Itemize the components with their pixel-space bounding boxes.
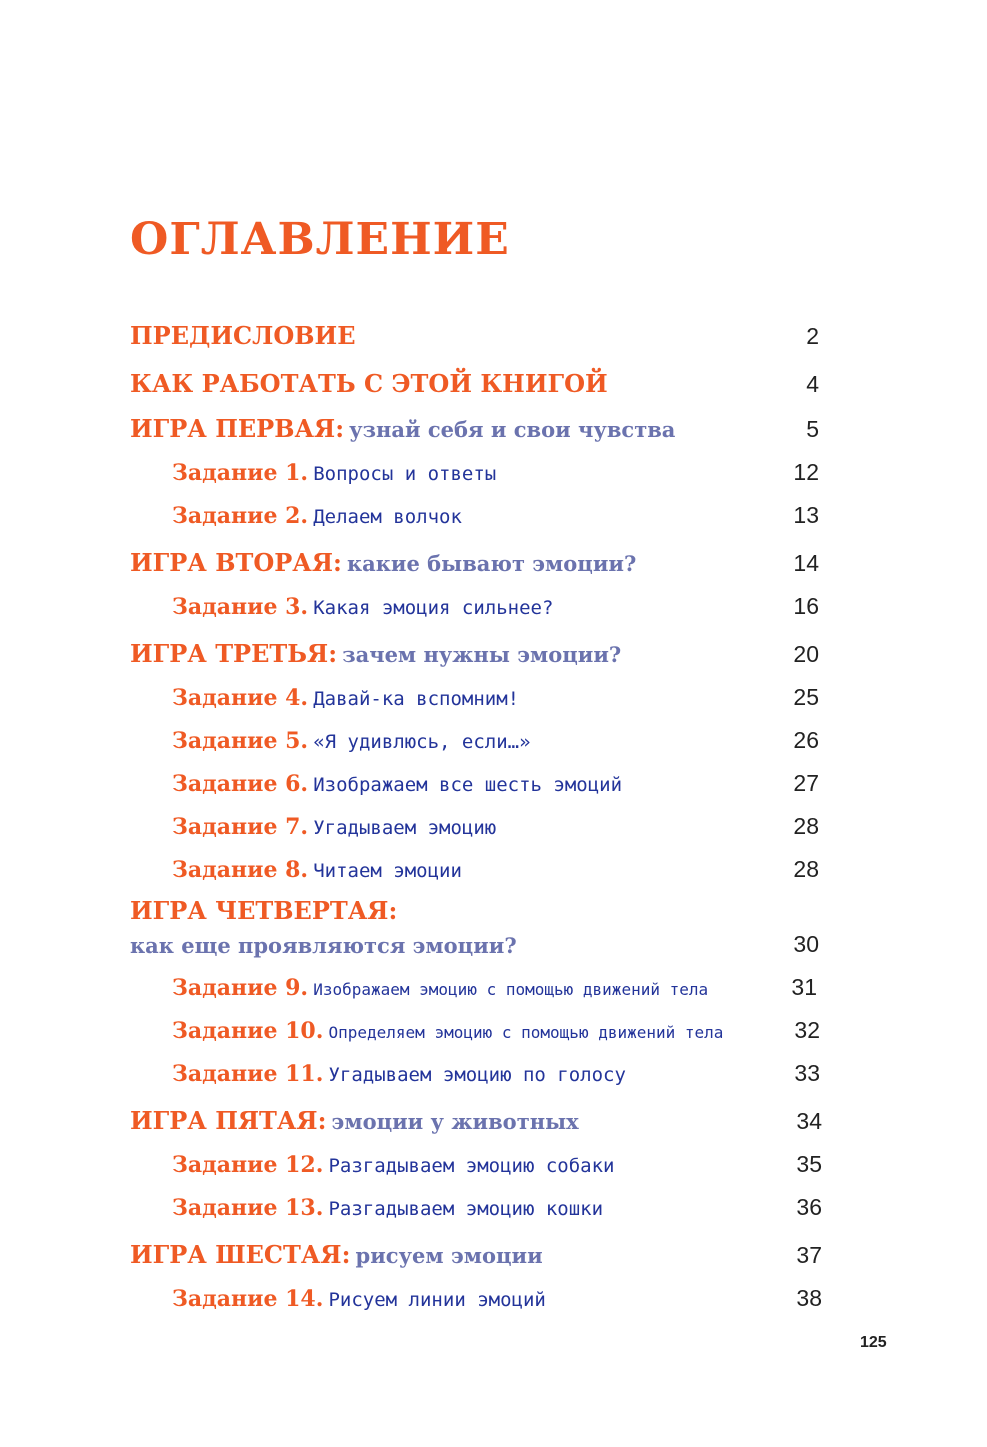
task-description: Угадываем эмоцию по голосу [328, 1064, 626, 1086]
toc-entry-game-4[interactable] [0, 926, 987, 958]
toc-entry-game-5[interactable] [0, 1103, 987, 1135]
page-number: 13 [793, 502, 819, 528]
toc-entry-task-3[interactable] [0, 588, 987, 620]
game-subtitle: эмоции у животных [331, 1109, 579, 1134]
page-number: 33 [794, 1060, 820, 1086]
task-description: Разгадываем эмоцию кошки [328, 1198, 604, 1220]
game-title: ИГРА ВТОРАЯ: [130, 548, 342, 577]
toc-entry-task-14[interactable] [0, 1280, 987, 1312]
toc-entry-task-1[interactable] [0, 454, 987, 486]
page-number: 32 [794, 1017, 820, 1043]
toc-entry-game-1[interactable] [0, 411, 987, 443]
page-number: 26 [793, 727, 819, 753]
toc-entry-task-5[interactable] [0, 722, 987, 754]
toc-entry-game-2[interactable] [0, 545, 987, 577]
toc-entry-task-11[interactable] [0, 1055, 987, 1087]
entry-title: ПРЕДИСЛОВИЕ [130, 321, 356, 350]
task-description: Читаем эмоции [313, 860, 462, 882]
game-subtitle: узнай себя и свои чувства [349, 417, 676, 442]
game-subtitle: какие бывают эмоции? [346, 551, 637, 576]
game-subtitle: рисуем эмоции [355, 1243, 543, 1268]
task-description: Рисуем линии эмоций [328, 1289, 546, 1311]
task-number: Задание 4. [172, 685, 309, 711]
page-number: 12 [793, 459, 819, 485]
game-title: ИГРА ПЕРВАЯ: [130, 414, 345, 443]
page-number: 27 [793, 770, 819, 796]
task-description: Давай-ка вспомним! [313, 688, 520, 710]
toc-entry-task-6[interactable] [0, 765, 987, 797]
page-number: 28 [793, 856, 819, 882]
game-subtitle: как еще проявляются эмоции? [130, 933, 517, 958]
task-number: Задание 12. [172, 1152, 324, 1178]
task-number: Задание 10. [172, 1018, 324, 1044]
toc-entry-game-3[interactable] [0, 636, 987, 668]
task-description: Разгадываем эмоцию собаки [328, 1155, 615, 1177]
page-number: 25 [793, 684, 819, 710]
page-number: 38 [796, 1285, 822, 1311]
task-number: Задание 11. [172, 1061, 324, 1087]
page-number: 30 [793, 931, 819, 957]
task-number: Задание 6. [172, 771, 309, 797]
game-title: ИГРА ТРЕТЬЯ: [130, 639, 338, 668]
toc-entry-task-4[interactable] [0, 679, 987, 711]
toc-entry-task-8[interactable] [0, 851, 987, 883]
task-number: Задание 8. [172, 857, 309, 883]
game-title: ИГРА ШЕСТАЯ: [130, 1240, 351, 1269]
task-description: Изображаем все шесть эмоций [313, 774, 623, 796]
page-number: 35 [796, 1151, 822, 1177]
toc-entry-game-4-title[interactable] [0, 893, 987, 925]
toc-entry-howto[interactable] [0, 366, 987, 398]
task-number: Задание 7. [172, 814, 309, 840]
toc-entry-task-13[interactable] [0, 1189, 987, 1221]
task-number: Задание 5. [172, 728, 309, 754]
page-number: 34 [796, 1108, 822, 1134]
task-number: Задание 13. [172, 1195, 324, 1221]
page-number: 16 [793, 593, 819, 619]
page-number: 4 [806, 371, 819, 397]
task-description: Изображаем эмоцию с помощью движений тела [313, 980, 709, 999]
toc-entry-task-2[interactable] [0, 497, 987, 529]
task-description: Какая эмоция сильнее? [313, 597, 554, 619]
folio-page-number: 125 [860, 1334, 887, 1351]
page-title: ОГЛАВЛЕНИЕ [130, 214, 510, 265]
task-number: Задание 1. [172, 460, 309, 486]
toc-entry-task-7[interactable] [0, 808, 987, 840]
page-number: 37 [796, 1242, 822, 1268]
page-number: 20 [793, 641, 819, 667]
task-number: Задание 2. [172, 503, 309, 529]
task-description: Делаем волчок [313, 506, 462, 528]
page-number: 5 [806, 416, 819, 442]
task-description: «Я удивлюсь, если…» [313, 731, 531, 753]
game-subtitle: зачем нужны эмоции? [342, 642, 622, 667]
task-number: Задание 14. [172, 1286, 324, 1312]
task-description: Вопросы и ответы [313, 463, 497, 485]
task-description: Угадываем эмоцию [313, 817, 497, 839]
game-title: ИГРА ЧЕТВЕРТАЯ: [130, 896, 398, 925]
toc-entry-preface[interactable] [0, 318, 987, 350]
page-number: 2 [806, 323, 819, 349]
task-number: Задание 3. [172, 594, 309, 620]
entry-title: КАК РАБОТАТЬ С ЭТОЙ КНИГОЙ [130, 369, 608, 398]
game-title: ИГРА ПЯТАЯ: [130, 1106, 327, 1135]
page-number: 14 [793, 550, 819, 576]
toc-entry-task-10[interactable] [0, 1012, 987, 1044]
task-description: Определяем эмоцию с помощью движений тела [328, 1023, 724, 1042]
toc-entry-game-6[interactable] [0, 1237, 987, 1269]
page-number: 31 [791, 974, 817, 1000]
toc-entry-task-9[interactable] [0, 969, 987, 1001]
page-number: 36 [796, 1194, 822, 1220]
task-number: Задание 9. [172, 975, 309, 1001]
page-number: 28 [793, 813, 819, 839]
toc-entry-task-12[interactable] [0, 1146, 987, 1178]
